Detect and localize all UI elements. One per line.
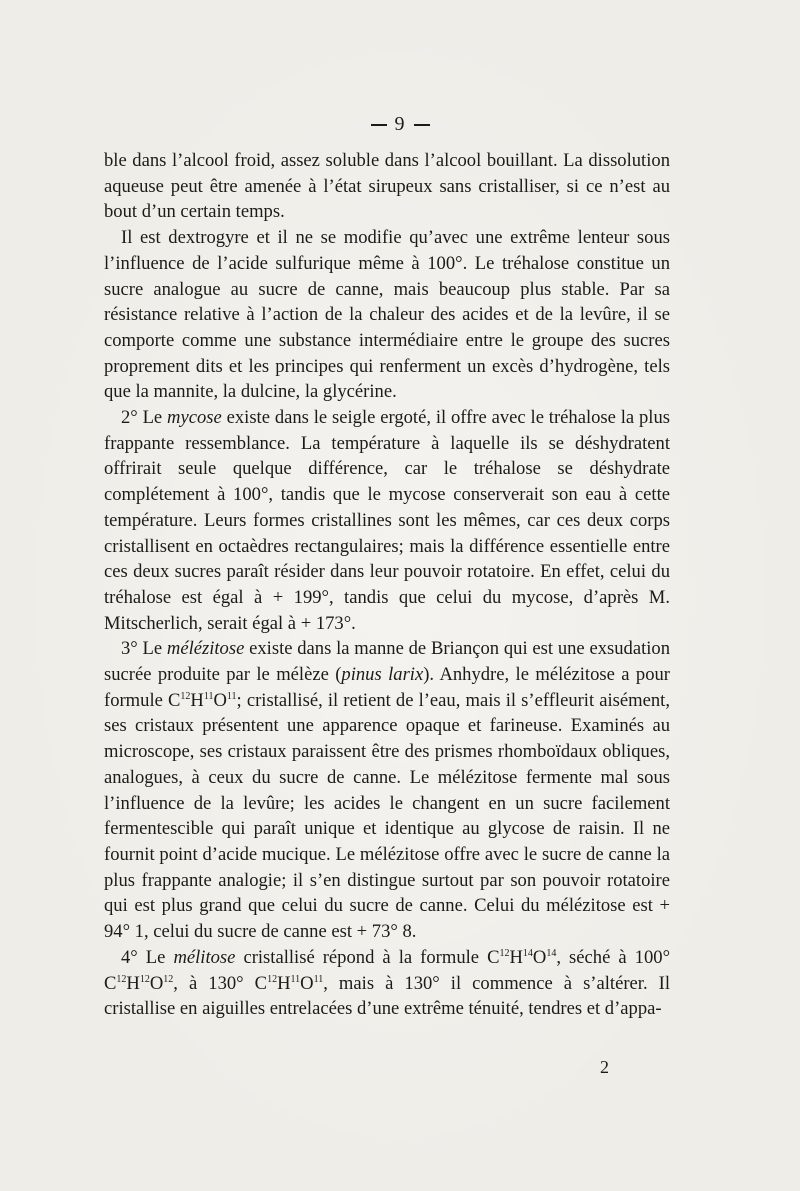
formula-superscript: 12	[499, 947, 510, 959]
text-run: , à 130° C	[173, 972, 268, 994]
text-run: , mais à 130° il commence à s’altérer. Il cristallise en aiguilles entrelacées d’une extrême ténuité, tendres et d’appa-	[104, 972, 671, 1020]
formula-superscript: 14	[522, 947, 533, 959]
text-run: 3° Le	[121, 638, 167, 660]
formula-superscript: 12	[180, 690, 191, 702]
text-run: H	[126, 972, 140, 994]
paragraph-5	[104, 945, 670, 1022]
text-run: ; cristallisé, il retient de l’eau, mais il s’effleurit aisément, ses cristaux présentent une apparence opaque et farineuse. Examinés au microscope, ses cristaux paraissent être des prismes rhomboïdaux obliques, analogues, à ceux du sucre de canne. Le mélézitose fermente mal sous l’influence de la levûre; les acides le changent en un sucre facilement fermentescible qui paraît unique et identique au glycose de raisin. Il ne fournit point d’acide mucique. Le mélézitose offre avec le sucre de canne la plus frappante analogie; il s’en distingue surtout par son pouvoir rotatoire qui est plus grand que celui du sucre de canne. Celui du mélézitose est + 94° 1, celui du sucre de canne est + 73° 8.	[104, 689, 670, 943]
page-number: 9	[394, 113, 406, 135]
text-run: H	[509, 946, 523, 968]
text-run: O	[300, 972, 314, 994]
formula-superscript: 12	[116, 973, 127, 985]
formula-superscript: 12	[139, 973, 150, 985]
header-dash-right	[414, 124, 430, 126]
text-run: O	[213, 689, 227, 711]
italic-term: mélitose	[173, 946, 236, 968]
page-header	[0, 113, 800, 136]
text-run: ble dans l’alcool froid, assez soluble dans l’alcool bouillant. La dissolution aqueuse peut être amenée à l’état sirupeux sans cristalliser, si ce n’est au bout d’un certain temps.	[104, 150, 670, 223]
text-run: , séché à 100° C	[104, 946, 671, 994]
text-run: Il est dextrogyre et il ne se modifie qu’avec une extrême lenteur sous l’influence de l’acide sulfurique même à 100°. Le tréhalose constitue un sucre analogue au sucre de canne, mais beaucoup plus stable. Par sa résistance relative à l’action de la chaleur des acides et de la levûre, il se comporte comme une substance intermédiaire entre le groupe des sucres proprement dits et les principes qui renferment un excès d’hydrogène, tels que la mannite, la dulcine, la glycérine.	[104, 227, 670, 403]
header-dash-left	[371, 124, 387, 126]
formula-superscript: 11	[226, 690, 237, 702]
text-run: O	[149, 972, 164, 994]
formula-superscript: 14	[546, 947, 557, 959]
paragraph-2	[104, 225, 670, 405]
text-run: cristallisé répond à la formule C	[235, 946, 500, 968]
text-run: H	[190, 689, 204, 711]
text-run: 4° Le	[121, 946, 174, 968]
text-run: existe dans le seigle ergoté, il offre avec le tréhalose la plus frappante ressemblance. La température à laquelle ils se déshydratent offrirait seule quelque différence, car le tréhalose se déshydrate complétement à 100°, tandis que le mycose conserverait son eau à cette température. Leurs formes cristallines sont les mêmes, car ces deux corps cristallisent en octaèdres rectangulaires; mais la différence essentielle entre ces deux sucres paraît résider dans leur pouvoir rotatoire. En effet, celui du tréhalose est égal à + 199°, tandis que celui du mycose, d’après M. Mitscherlich, serait égal à + 173°.	[104, 407, 670, 634]
formula-superscript: 11	[313, 973, 324, 985]
formula-superscript: 11	[290, 973, 301, 985]
formula-superscript: 12	[267, 973, 278, 985]
paragraph-1	[104, 148, 670, 225]
italic-term: mélézitose	[166, 638, 245, 660]
body-text	[104, 148, 670, 1022]
formula-superscript: 12	[163, 973, 174, 985]
formula-superscript: 11	[203, 690, 214, 702]
paragraph-3	[104, 405, 670, 636]
italic-term: pinus larix	[341, 664, 424, 686]
text-run: O	[532, 946, 547, 968]
italic-term: mycose	[167, 407, 222, 429]
paragraph-4	[104, 636, 670, 944]
signature-mark: 2	[600, 1057, 609, 1077]
text-run: 2° Le	[121, 407, 168, 429]
text-run: existe dans la manne de Briançon qui est une exsudation sucrée produite par le mélèze (	[104, 638, 670, 686]
text-run: ). Anhydre, le mélézitose a pour formule C	[104, 664, 670, 711]
text-run: H	[277, 972, 291, 994]
